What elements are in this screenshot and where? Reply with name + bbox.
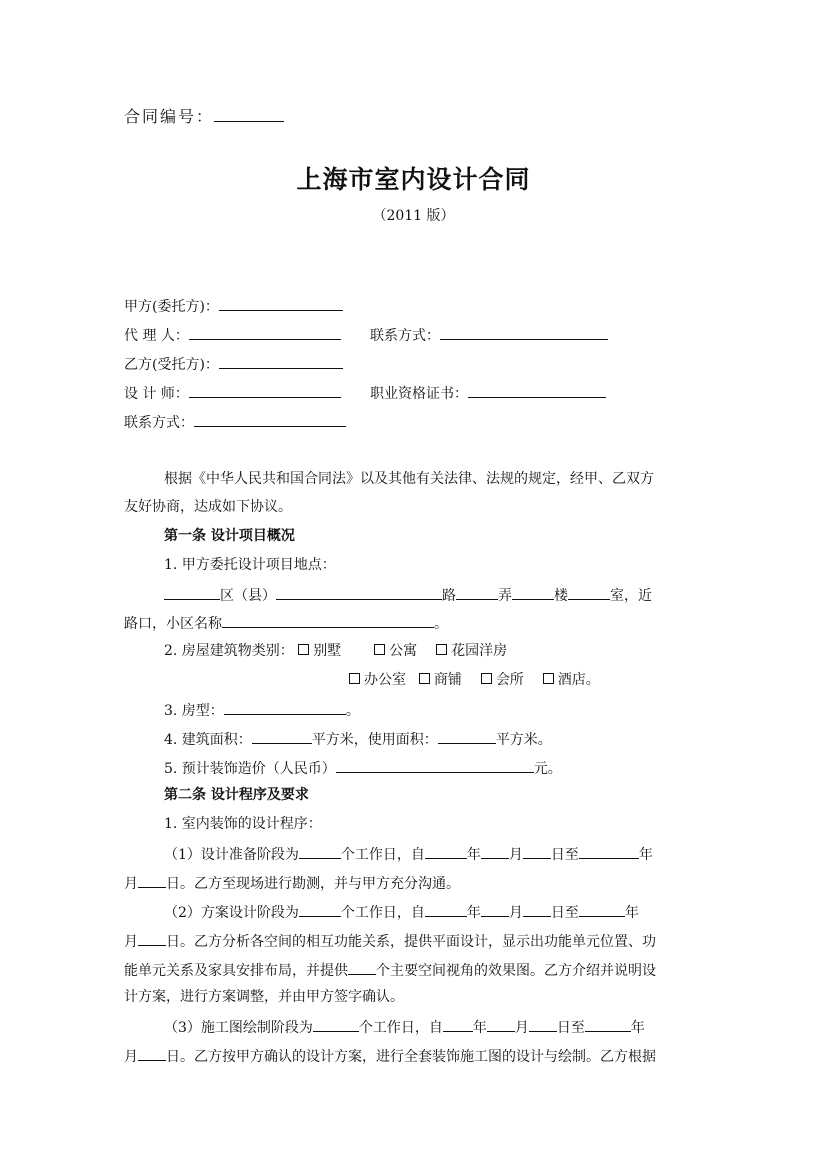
stage-1-row <box>164 844 653 864</box>
stage-2-day-to-label: 日至 <box>550 905 579 921</box>
rendering-count-field[interactable] <box>348 960 376 975</box>
stage-2-row <box>164 902 639 922</box>
area-unit: 平方米。 <box>495 732 552 748</box>
article-2-item-1: 1. 室内装饰的设计程序： <box>164 816 322 832</box>
lane-field[interactable] <box>456 585 498 600</box>
stage-2-start-month-field[interactable] <box>481 902 509 917</box>
building-field[interactable] <box>512 585 554 600</box>
budget-unit: 元。 <box>533 761 562 777</box>
room-label: 室，近 <box>610 588 652 604</box>
building-label: 楼 <box>554 588 568 604</box>
stage-3-end-day-field[interactable] <box>138 1046 166 1061</box>
checkbox-club[interactable] <box>481 673 492 684</box>
stage-1-days-label: 个工作日，自 <box>340 847 425 863</box>
stage-3-month-label: 月 <box>514 1020 529 1036</box>
type-shop: 商铺 <box>433 672 462 688</box>
stage-1-description: 日。乙方至现场进行勘测，并与甲方充分沟通。 <box>166 876 460 892</box>
stage-2-description-2a: 能单元关系及家具安排布局，并提供 <box>124 963 348 979</box>
stage-3-days-field[interactable] <box>313 1017 359 1032</box>
article-1-heading: 第一条 设计项目概况 <box>164 528 295 544</box>
stage-3-start-year-field[interactable] <box>443 1017 473 1032</box>
stage-2-description-3: 计方案，进行方案调整，并由甲方签字确认。 <box>124 989 404 1005</box>
stage-2-description-2b: 个主要空间视角的效果图。乙方介绍并说明设 <box>376 963 656 979</box>
building-type-row-1 <box>164 642 507 660</box>
contact-b-label: 联系方式： <box>124 415 194 431</box>
type-office: 办公室 <box>364 672 406 688</box>
cert-row <box>370 383 606 403</box>
gross-area-label: 4. 建筑面积： <box>164 732 252 748</box>
designer-field[interactable] <box>189 383 341 398</box>
stage-2-row-3 <box>124 960 656 980</box>
party-b-row <box>124 354 343 374</box>
usable-area-field[interactable] <box>438 729 496 744</box>
stage-3-days-label: 个工作日，自 <box>358 1020 443 1036</box>
stage-2-label: （2）方案设计阶段为 <box>164 905 299 921</box>
budget-label: 5. 预计装饰造价（人民币） <box>164 761 336 777</box>
stage-2-days-label: 个工作日，自 <box>340 905 425 921</box>
contact-a-field[interactable] <box>440 325 608 340</box>
agent-label: 代 理 人： <box>124 328 189 344</box>
edition-label: （2011 版） <box>372 208 455 224</box>
area-row <box>164 729 552 749</box>
contact-a-label: 联系方式： <box>370 328 440 344</box>
party-a-field[interactable] <box>219 296 343 311</box>
agent-row <box>124 325 341 345</box>
stage-1-start-day-field[interactable] <box>523 844 551 859</box>
checkbox-shop[interactable] <box>419 673 430 684</box>
stage-3-start-day-field[interactable] <box>529 1017 557 1032</box>
stage-2-end-month-label: 月 <box>124 934 138 950</box>
stage-3-label: （3）施工图绘制阶段为 <box>164 1020 313 1036</box>
contract-number-label: 合同编号： <box>124 107 215 126</box>
stage-1-year-label: 年 <box>466 847 481 863</box>
stage-1-end-month-label: 月 <box>124 876 138 892</box>
stage-3-day-to-label: 日至 <box>556 1020 585 1036</box>
designer-row <box>124 383 341 403</box>
checkbox-hotel[interactable] <box>543 673 554 684</box>
community-field[interactable] <box>222 613 434 628</box>
type-hotel: 酒店。 <box>557 672 600 688</box>
district-field[interactable] <box>164 585 220 600</box>
budget-field[interactable] <box>336 758 534 773</box>
stage-3-year-label: 年 <box>472 1020 487 1036</box>
address-row <box>164 585 652 605</box>
stage-3-end-year-field[interactable] <box>585 1017 631 1032</box>
gross-area-field[interactable] <box>252 729 312 744</box>
checkbox-apartment[interactable] <box>374 644 385 655</box>
stage-1-start-year-field[interactable] <box>425 844 467 859</box>
article-2-heading: 第二条 设计程序及要求 <box>164 787 309 803</box>
stage-1-label: （1）设计准备阶段为 <box>164 847 299 863</box>
type-garden-house: 花园洋房 <box>451 643 508 659</box>
article-1-item-1: 1. 甲方委托设计项目地点： <box>164 557 336 573</box>
stage-2-end-year-field[interactable] <box>579 902 625 917</box>
room-field[interactable] <box>568 585 610 600</box>
stage-3-description: 日。乙方按甲方确认的设计方案，进行全套装饰施工图的设计与绘制。乙方根据 <box>166 1049 656 1065</box>
checkbox-office[interactable] <box>349 673 360 684</box>
stage-2-month-label: 月 <box>508 905 523 921</box>
intro-line-1: 根据《中华人民共和国合同法》以及其他有关法律、法规的规定，经甲、乙双方 <box>164 471 654 487</box>
agent-field[interactable] <box>189 325 341 340</box>
contact-b-row <box>124 412 346 432</box>
usable-area-label: 平方米，使用面积： <box>311 732 438 748</box>
type-club: 会所 <box>495 672 524 688</box>
stage-1-row-2 <box>124 873 460 893</box>
stage-1-end-year-field[interactable] <box>579 844 639 859</box>
stage-3-row <box>164 1017 645 1037</box>
type-apartment: 公寓 <box>389 643 418 659</box>
room-type-field[interactable] <box>224 700 346 715</box>
stage-1-day-to-label: 日至 <box>550 847 579 863</box>
stage-3-start-month-field[interactable] <box>487 1017 515 1032</box>
stage-2-end-day-field[interactable] <box>138 931 166 946</box>
stage-3-end-month-label: 月 <box>124 1049 138 1065</box>
party-a-row <box>124 296 343 316</box>
community-period: 。 <box>434 616 448 632</box>
stage-2-start-year-field[interactable] <box>425 902 467 917</box>
party-b-label: 乙方(受托方)： <box>124 357 219 373</box>
building-type-row-2 <box>349 671 600 689</box>
stage-2-description-1: 日。乙方分析各空间的相互功能关系，提供平面设计，显示出功能单元位置、功 <box>166 934 656 950</box>
party-a-label: 甲方(委托方)： <box>124 299 219 315</box>
road-field[interactable] <box>276 585 442 600</box>
room-type-label: 3. 房型： <box>164 703 224 719</box>
budget-row <box>164 758 562 778</box>
contract-number <box>124 104 284 127</box>
road-label: 路 <box>442 588 456 604</box>
stage-2-start-day-field[interactable] <box>523 902 551 917</box>
stage-1-start-month-field[interactable] <box>481 844 509 859</box>
designer-label: 设 计 师： <box>124 386 189 402</box>
cert-label: 职业资格证书： <box>370 386 468 402</box>
cert-field[interactable] <box>468 383 606 398</box>
stage-2-days-field[interactable] <box>299 902 341 917</box>
junction-label: 路口，小区名称 <box>124 616 222 632</box>
contact-b-field[interactable] <box>194 412 346 427</box>
community-row <box>124 613 448 633</box>
checkbox-villa[interactable] <box>298 644 309 655</box>
page-title: 上海市室内设计合同 <box>296 165 531 194</box>
district-label: 区（县） <box>220 588 276 604</box>
building-type-label: 2. 房屋建筑物类别： <box>164 643 294 659</box>
stage-3-end-year-label: 年 <box>630 1020 645 1036</box>
lane-label: 弄 <box>498 588 512 604</box>
stage-3-row-2 <box>124 1046 656 1066</box>
contact-a-row <box>370 325 608 345</box>
room-type-row <box>164 700 360 720</box>
stage-1-month-label: 月 <box>508 847 523 863</box>
checkbox-garden-house[interactable] <box>436 644 447 655</box>
party-b-field[interactable] <box>219 354 343 369</box>
stage-2-year-label: 年 <box>466 905 481 921</box>
intro-line-2: 友好协商，达成如下协议。 <box>124 499 292 515</box>
stage-1-end-year-label: 年 <box>638 847 653 863</box>
contract-number-field[interactable] <box>214 107 284 122</box>
stage-2-end-year-label: 年 <box>624 905 639 921</box>
type-villa: 别墅 <box>313 643 342 659</box>
room-type-period: 。 <box>345 703 360 719</box>
stage-2-row-2 <box>124 931 656 951</box>
stage-1-days-field[interactable] <box>299 844 341 859</box>
stage-1-end-day-field[interactable] <box>138 873 166 888</box>
